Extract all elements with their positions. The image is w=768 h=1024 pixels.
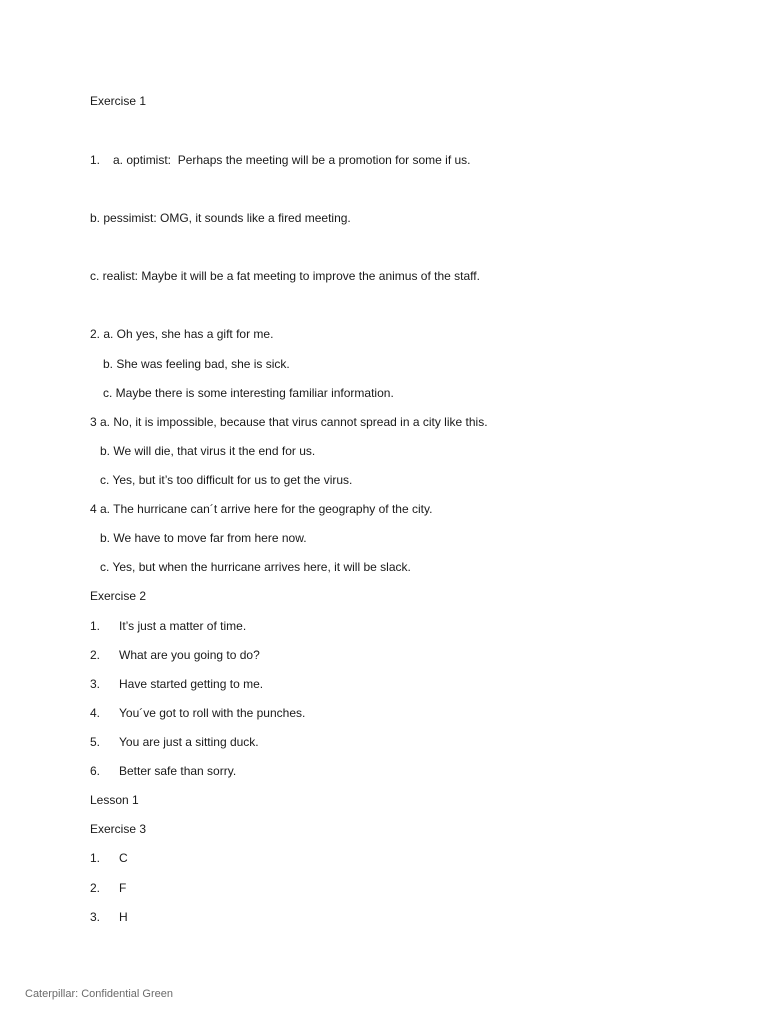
ex1-item1-b: b. pessimist: OMG, it sounds like a fired meeting. bbox=[90, 211, 351, 225]
ex2-item-text: What are you going to do? bbox=[119, 648, 260, 662]
ex2-item-number: 4. bbox=[90, 706, 101, 720]
ex3-item-number: 1. bbox=[90, 851, 101, 865]
ex3-item-number: 2. bbox=[90, 881, 101, 895]
ex1-item2-b: b. She was feeling bad, she is sick. bbox=[103, 357, 290, 371]
ex2-item-text: It’s just a matter of time. bbox=[119, 619, 247, 633]
confidentiality-footer: Caterpillar: Confidential Green bbox=[25, 988, 173, 1000]
ex1-item3-a: 3 a. No, it is impossible, because that virus cannot spread in a city like this. bbox=[90, 415, 488, 429]
ex2-item-text: You´ve got to roll with the punches. bbox=[119, 706, 306, 720]
ex1-item1-c: c. realist: Maybe it will be a fat meeting to improve the animus of the staff. bbox=[90, 269, 480, 283]
ex1-item4-c: c. Yes, but when the hurricane arrives here, it will be slack. bbox=[100, 560, 411, 574]
ex1-item2-c: c. Maybe there is some interesting familiar information. bbox=[103, 386, 394, 400]
ex3-item-text: C bbox=[119, 851, 128, 865]
ex2-item-text: Better safe than sorry. bbox=[119, 764, 237, 778]
ex2-item-number: 1. bbox=[90, 619, 101, 633]
ex1-item4-b: b. We have to move far from here now. bbox=[100, 531, 307, 545]
ex1-item2-a: 2. a. Oh yes, she has a gift for me. bbox=[90, 327, 274, 341]
ex2-item-number: 5. bbox=[90, 735, 101, 749]
ex3-item-number: 3. bbox=[90, 910, 101, 924]
ex2-item-number: 2. bbox=[90, 648, 101, 662]
exercise-2-heading: Exercise 2 bbox=[90, 589, 147, 603]
ex3-item-text: H bbox=[119, 910, 128, 924]
ex1-item1-a: a. optimist: Perhaps the meeting will be a promotion for some if us. bbox=[113, 153, 471, 167]
ex2-item-number: 6. bbox=[90, 764, 101, 778]
ex1-item4-a: 4 a. The hurricane can´t arrive here for the geography of the city. bbox=[90, 502, 433, 516]
ex2-item-number: 3. bbox=[90, 677, 101, 691]
ex1-item3-b: b. We will die, that virus it the end for us. bbox=[100, 444, 316, 458]
ex1-item3-c: c. Yes, but it’s too difficult for us to get the virus. bbox=[100, 473, 353, 487]
ex1-item1-number: 1. bbox=[90, 153, 101, 167]
ex3-item-text: F bbox=[119, 881, 127, 895]
ex2-item-text: Have started getting to me. bbox=[119, 677, 264, 691]
lesson-1-heading: Lesson 1 bbox=[90, 793, 139, 807]
exercise-1-heading: Exercise 1 bbox=[90, 94, 147, 108]
ex2-item-text: You are just a sitting duck. bbox=[119, 735, 259, 749]
exercise-3-heading: Exercise 3 bbox=[90, 822, 147, 836]
